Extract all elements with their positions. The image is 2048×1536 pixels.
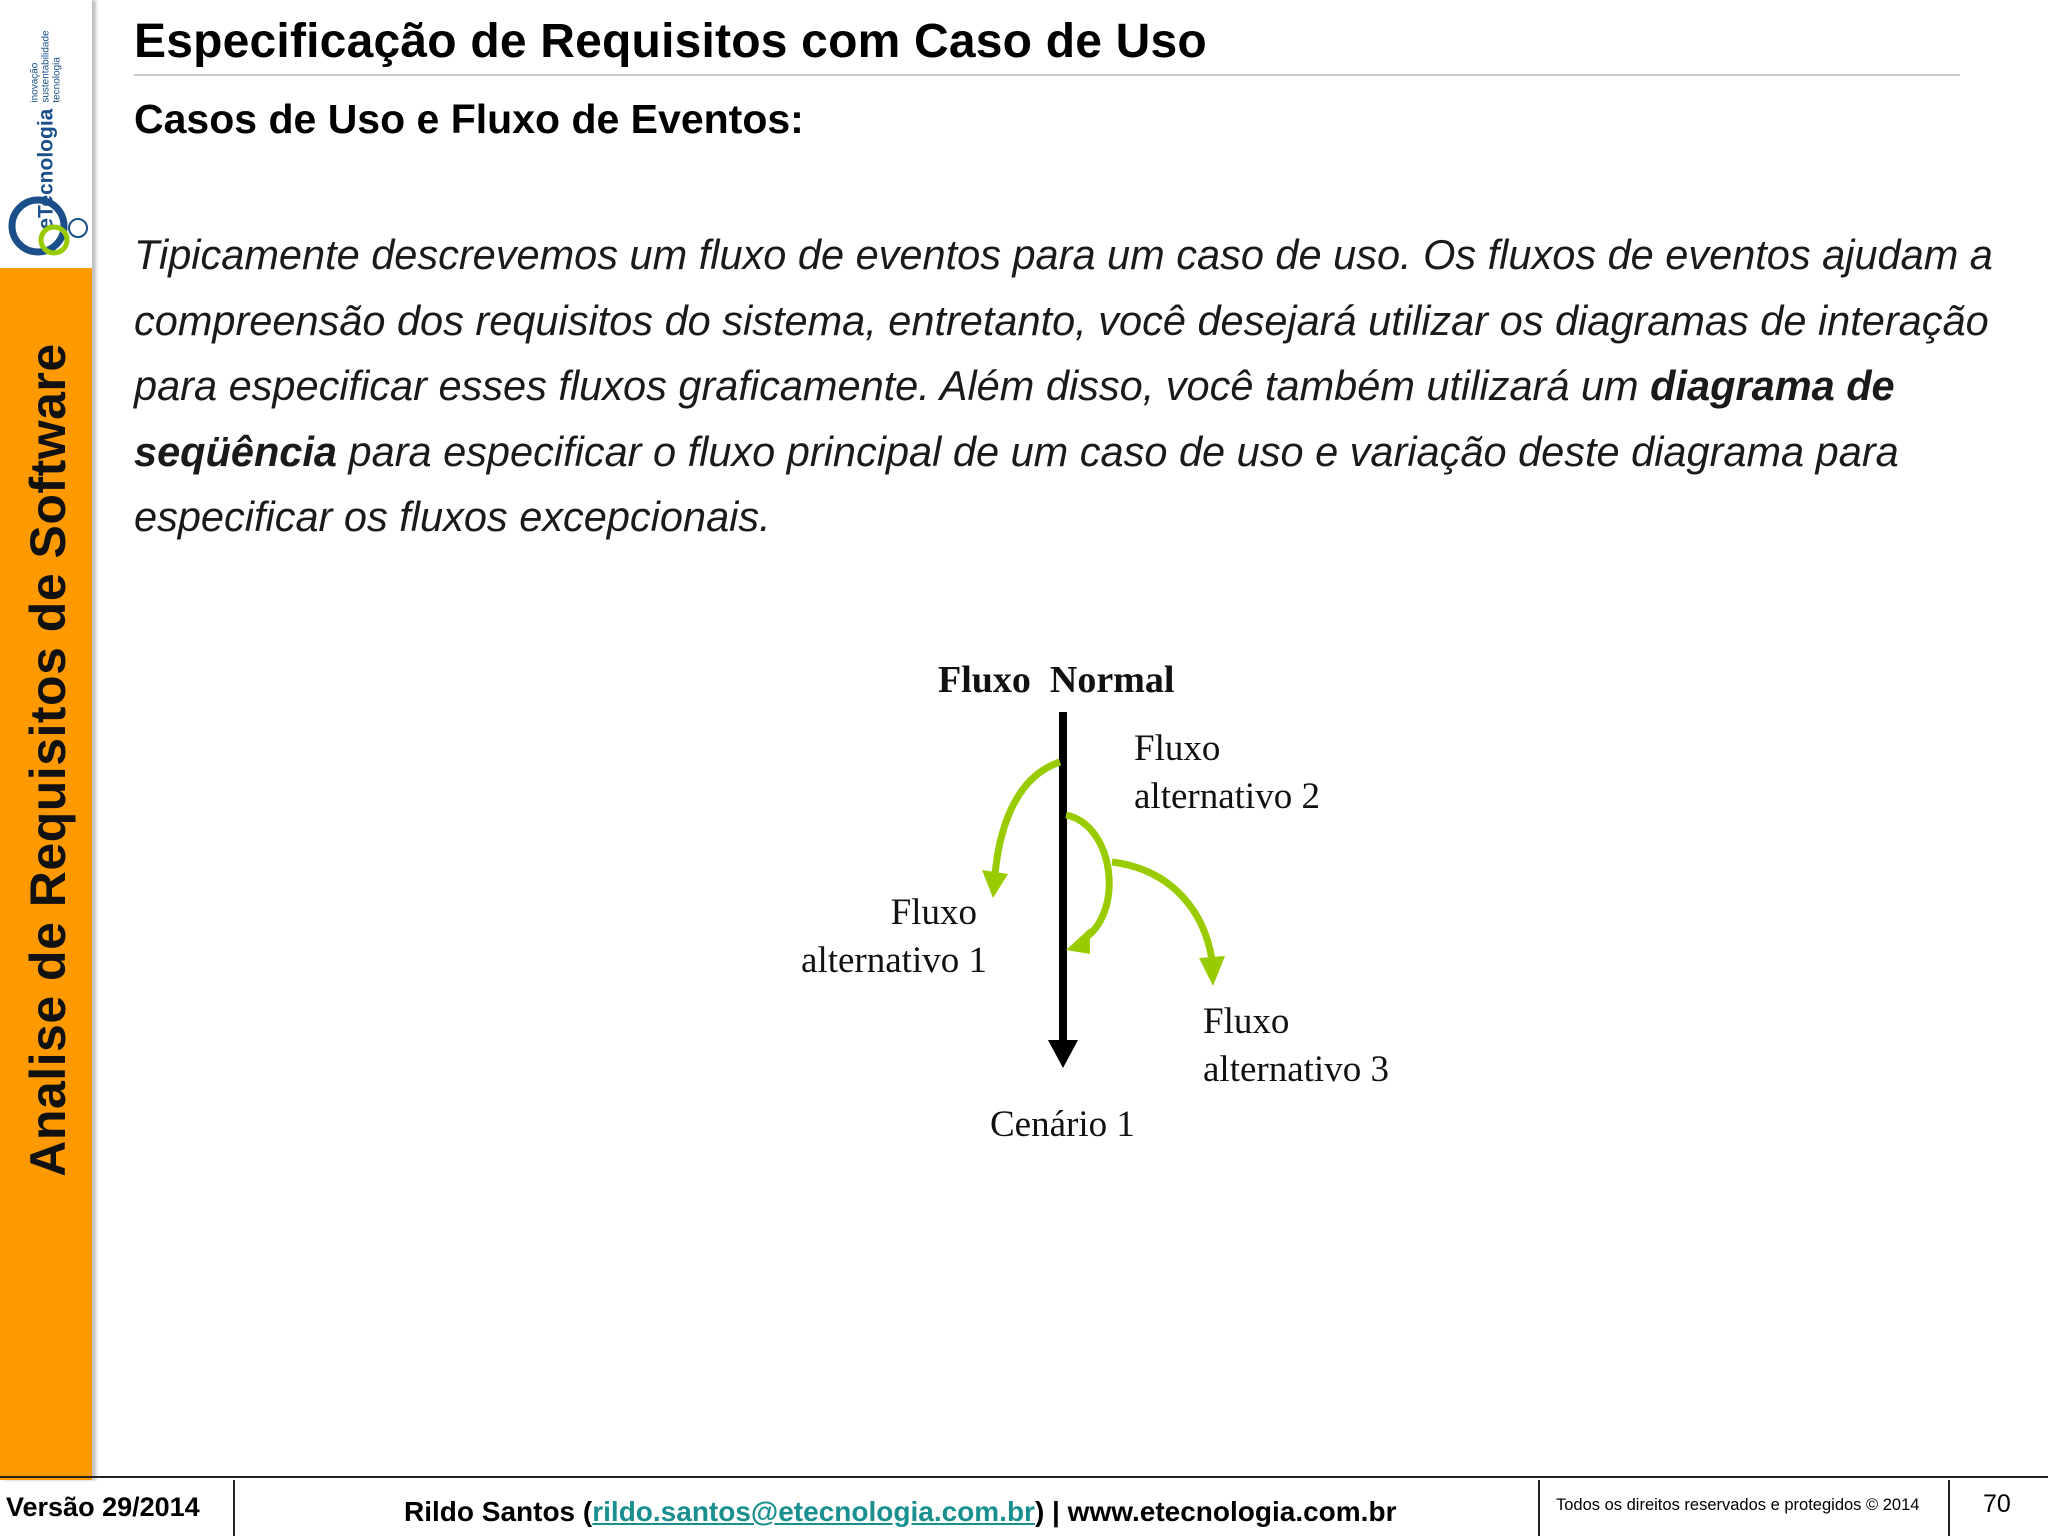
footer-divider <box>0 1476 2048 1478</box>
main-flow-arrowhead <box>1048 1040 1078 1068</box>
logo-tag: sustentabilidade <box>40 30 52 103</box>
footer-separator <box>233 1480 235 1536</box>
logo-tag: inovação <box>29 62 41 103</box>
footer-version: Versão 29/2014 <box>6 1492 200 1522</box>
alt3-label-line1: Fluxo <box>1203 1001 1290 1042</box>
alt2-arrowhead <box>1066 928 1090 954</box>
alt2-arrow <box>1066 815 1109 940</box>
alt1-arrow <box>995 762 1060 875</box>
alt2-label-line2: alternativo 2 <box>1134 776 1320 817</box>
logo-name: eTecnologia <box>34 108 57 230</box>
main-flow-label: Fluxo Normal <box>938 659 1175 701</box>
footer-author <box>404 1496 1396 1528</box>
alt1-label-line1: Fluxo <box>890 892 977 933</box>
alt3-arrowhead <box>1199 956 1225 986</box>
body-text-start: Tipicamente descrevemos um fluxo de eventos para um caso de uso. Os fluxos de eventos ajudam a compreensão dos requisitos do sistema, entretanto, você desejará utilizar os diagramas de interação para especificar esses fluxos graficamente. Além disso, você também utilizará um <box>134 231 1993 409</box>
alt1-arrowhead <box>982 870 1008 898</box>
footer-website: ) | www.etecnologia.com.br <box>1034 1496 1397 1527</box>
body-text-end: para especificar o fluxo principal de um caso de uso e variação deste diagrama para especificar os fluxos excepcionais. <box>134 427 1899 540</box>
footer-separator <box>1948 1480 1950 1536</box>
footer-author-name: Rildo Santos ( <box>404 1496 593 1527</box>
footer-rights: Todos os direitos reservados e protegidos © 2014 <box>1556 1496 1920 1514</box>
footer-separator <box>1538 1480 1540 1536</box>
alt3-label-line2: alternativo 3 <box>1203 1049 1389 1090</box>
sidebar-title: Analise de Requisitos de Software <box>20 343 76 1177</box>
alt2-label-line1: Fluxo <box>1134 728 1221 769</box>
alt1-label-line2: alternativo 1 <box>801 940 987 981</box>
scenario-label: Cenário 1 <box>990 1104 1135 1145</box>
logo-tag: tecnologia <box>51 57 63 103</box>
footer-email-link[interactable]: rildo.santos@etecnologia.com.br <box>592 1496 1035 1527</box>
page-number: 70 <box>1983 1490 2011 1518</box>
section-subtitle: Casos de Uso e Fluxo de Eventos: <box>134 96 804 142</box>
page-title: Especificação de Requisitos com Caso de Uso <box>134 15 1207 68</box>
body-text-bold: diagrama de seqüência <box>134 362 1895 475</box>
alt3-arrow <box>1112 862 1212 960</box>
